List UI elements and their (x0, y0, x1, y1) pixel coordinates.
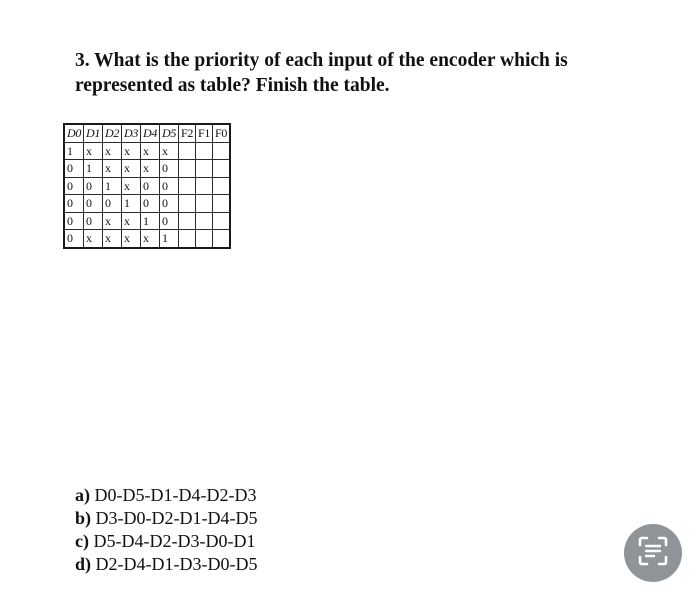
table-cell: x (122, 212, 141, 230)
header-f1: F1 (196, 124, 213, 142)
table-cell: x (160, 142, 179, 160)
table-cell: 1 (103, 177, 122, 195)
output-cell (179, 142, 196, 160)
table-cell: x (122, 142, 141, 160)
header-d4: D4 (141, 124, 160, 142)
table-row (64, 142, 230, 160)
answer-options (75, 484, 257, 576)
table-row (64, 160, 230, 178)
output-cell (196, 160, 213, 178)
table-cell: x (122, 177, 141, 195)
table-cell: 0 (160, 212, 179, 230)
header-d0: D0 (64, 124, 84, 142)
header-d3: D3 (122, 124, 141, 142)
answer-text: D2-D4-D1-D3-D0-D5 (95, 554, 258, 574)
output-cell (179, 195, 196, 213)
answer-text: D5-D4-D2-D3-D0-D1 (93, 531, 256, 551)
table-cell: 0 (160, 160, 179, 178)
table-header-row (64, 124, 230, 142)
header-d1: D1 (84, 124, 103, 142)
table-cell: 0 (64, 212, 84, 230)
table-cell: x (122, 160, 141, 178)
header-f2: F2 (179, 124, 196, 142)
answer-text: D3-D0-D2-D1-D4-D5 (95, 508, 258, 528)
output-cell (196, 212, 213, 230)
answer-option-c[interactable] (75, 530, 257, 553)
output-cell (196, 195, 213, 213)
table-cell: x (103, 142, 122, 160)
table-cell: x (103, 212, 122, 230)
output-cell (179, 177, 196, 195)
scan-text-icon (636, 534, 670, 573)
header-f0: F0 (213, 124, 231, 142)
table-cell: 0 (84, 177, 103, 195)
table-cell: 0 (64, 160, 84, 178)
output-cell (213, 160, 231, 178)
output-cell (179, 212, 196, 230)
table-cell: x (84, 230, 103, 248)
table-cell: 1 (84, 160, 103, 178)
output-cell (213, 212, 231, 230)
table-cell: x (103, 160, 122, 178)
table-cell: 1 (141, 212, 160, 230)
table-cell: 0 (141, 195, 160, 213)
table-cell: x (84, 142, 103, 160)
output-cell (213, 230, 231, 248)
table-cell: x (103, 230, 122, 248)
output-cell (196, 177, 213, 195)
answer-option-a[interactable] (75, 484, 257, 507)
answer-letter: d) (75, 554, 92, 574)
output-cell (196, 142, 213, 160)
scan-text-button[interactable] (624, 524, 682, 582)
answer-letter: a) (75, 485, 90, 505)
table-cell: x (122, 230, 141, 248)
answer-text: D0-D5-D1-D4-D2-D3 (94, 485, 257, 505)
table-cell: 1 (122, 195, 141, 213)
table-cell: 0 (84, 195, 103, 213)
output-cell (213, 177, 231, 195)
table-cell: 1 (64, 142, 84, 160)
table-cell: 0 (160, 195, 179, 213)
output-cell (196, 230, 213, 248)
priority-encoder-table (63, 123, 231, 249)
table-cell: 0 (64, 177, 84, 195)
output-cell (213, 195, 231, 213)
output-cell (179, 230, 196, 248)
table-row (64, 195, 230, 213)
answer-option-b[interactable] (75, 507, 257, 530)
answer-letter: b) (75, 508, 92, 528)
output-cell (213, 142, 231, 160)
table-cell: 0 (141, 177, 160, 195)
header-d2: D2 (103, 124, 122, 142)
table-row (64, 212, 230, 230)
answer-letter: c) (75, 531, 89, 551)
table-cell: 0 (160, 177, 179, 195)
question-text: 3. What is the priority of each input of the encoder which is represented as table? Finish the table. (75, 50, 568, 96)
table-row (64, 230, 230, 248)
table-cell: x (141, 160, 160, 178)
table-cell: x (141, 142, 160, 160)
table-cell: 0 (64, 195, 84, 213)
table-cell: 0 (64, 230, 84, 248)
table-cell: 0 (103, 195, 122, 213)
output-cell (179, 160, 196, 178)
table-cell: 1 (160, 230, 179, 248)
header-d5: D5 (160, 124, 179, 142)
table-cell: 0 (84, 212, 103, 230)
table-cell: x (141, 230, 160, 248)
answer-option-d[interactable] (75, 553, 257, 576)
table-row (64, 177, 230, 195)
